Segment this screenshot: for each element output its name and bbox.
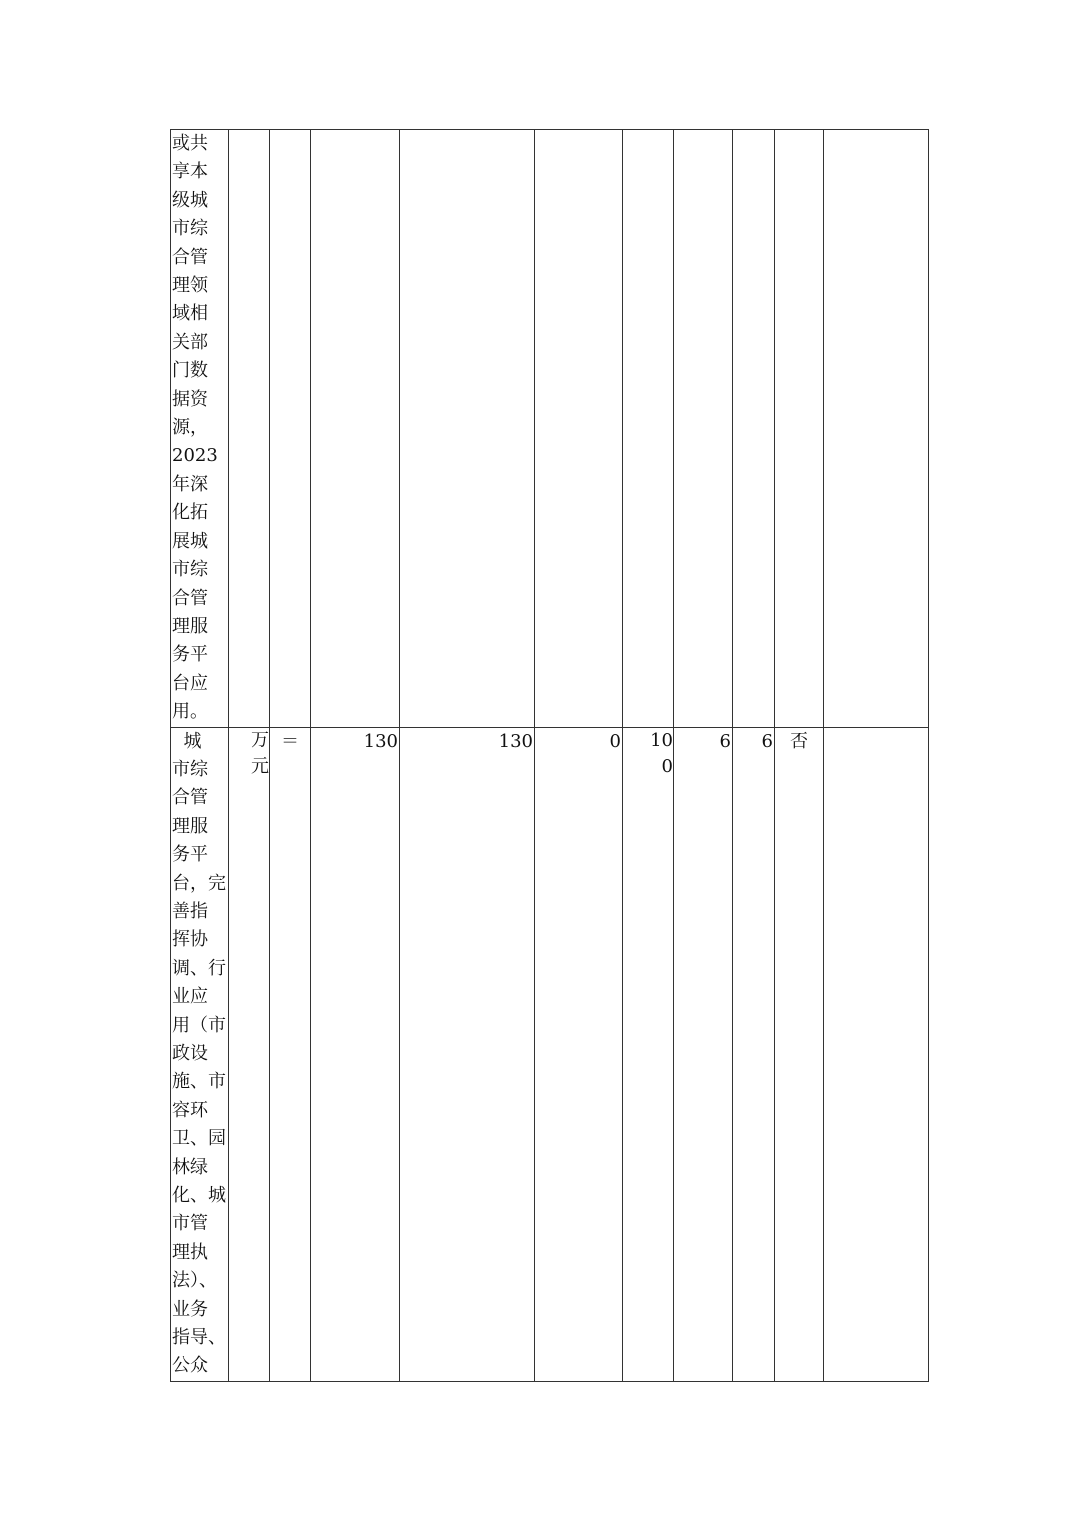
deviation-cell (535, 727, 623, 1381)
note-cell (824, 130, 929, 728)
deviated-cell (775, 130, 824, 728)
table-row (171, 727, 929, 1381)
description-cell (171, 130, 229, 728)
rate-cell (623, 130, 674, 728)
completion-rate-value: 10 0 (650, 729, 673, 777)
target-cell (311, 130, 400, 728)
score-weight-value: 6 (719, 730, 731, 752)
unit-text: 万 元 (251, 729, 269, 777)
actual-cell (400, 727, 535, 1381)
unit-cell (229, 130, 270, 728)
target-value: 130 (363, 730, 398, 752)
actual-value: 130 (498, 730, 533, 752)
description-text: 城 市综 合管 理服 务平 台，完 善指 挥协 调、行 业应 用（市 政设 施、市 容环 卫、园 林绿 化、城 市管 理执 法）、 业务 指导、 公众 (172, 730, 226, 1377)
operator-cell (270, 130, 311, 728)
operator-cell (270, 727, 311, 1381)
weight-cell (674, 727, 733, 1381)
deviation-cell (535, 130, 623, 728)
score-value: 6 (761, 730, 773, 752)
note-cell (824, 727, 929, 1381)
rate-cell (623, 727, 674, 1381)
score-cell (733, 130, 775, 728)
score-cell (733, 727, 775, 1381)
weight-cell (674, 130, 733, 728)
table-row (171, 130, 929, 728)
unit-cell (229, 727, 270, 1381)
deviated-cell (775, 727, 824, 1381)
operator-text: ＝ (281, 730, 299, 752)
performance-table (170, 129, 929, 1382)
description-cell (171, 727, 229, 1381)
deviation-value: 0 (609, 730, 621, 752)
description-text: 或共 享本 级城 市综 合管 理领 域相 关部 门数 据资 源， 2023 年深 化拓 展城 市综 合管 理服 务平 台应 用。 (172, 133, 218, 723)
actual-cell (400, 130, 535, 728)
target-cell (311, 727, 400, 1381)
deviated-value: 否 (790, 730, 808, 752)
